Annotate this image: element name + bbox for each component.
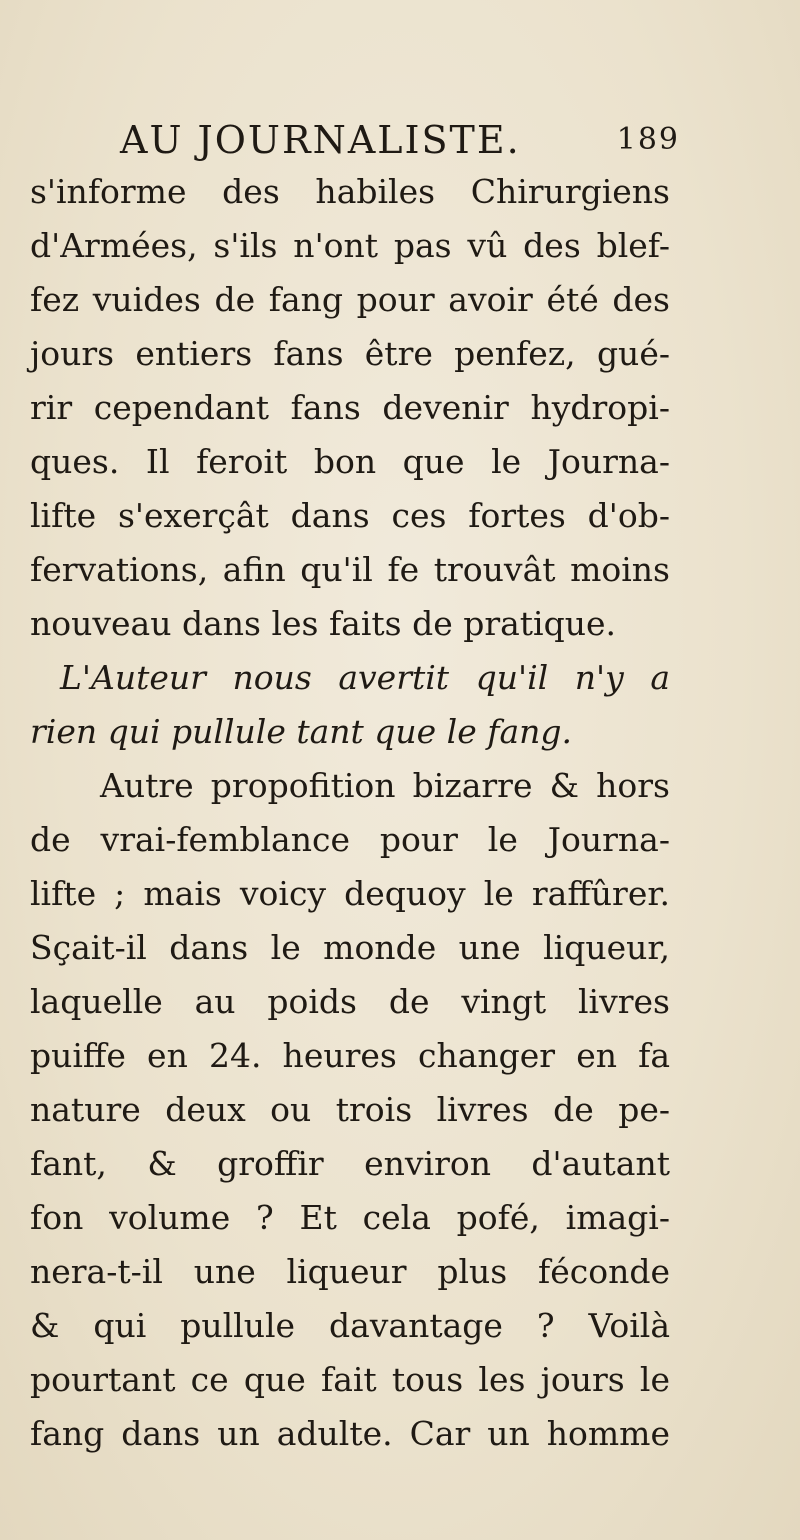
text-line: rir cependant fans devenir hydropi- [30,388,670,427]
text-line: de vrai-femblance pour le Journa- [30,820,670,859]
italic-summary-line: rien qui pullule tant que le fang. [30,712,573,751]
text-line: lifte s'exerçât dans ces fortes d'ob- [30,496,670,535]
text-line: jours entiers fans être penfez, gué- [30,334,670,373]
text-line: d'Armées, s'ils n'ont pas vû des blef- [30,226,670,265]
text-line: s'informe des habiles Chirurgiens [30,172,670,211]
text-line: fon volume ? Et cela pofé, imagi- [30,1198,670,1237]
text-line: ques. Il feroit bon que le Journa- [30,442,670,481]
text-line: fant, & groffir environ d'autant [30,1144,670,1183]
italic-summary-line: L'Auteur nous avertit qu'il n'y a [60,658,670,697]
text-line: fang dans un adulte. Car un homme [30,1414,670,1453]
text-line: nera-t-il une liqueur plus féconde [30,1252,670,1291]
body-text [30,165,670,1461]
text-line: laquelle au poids de vingt livres [30,982,670,1021]
text-line: & qui pullule davantage ? Voilà [30,1306,670,1345]
text-line: lifte ; mais voicy dequoy le raffûrer. [30,874,670,913]
text-line: nouveau dans les faits de pratique. [30,604,617,643]
text-line: pourtant ce que fait tous les jours le [30,1360,670,1399]
text-line: Sçait-il dans le monde une liqueur, [30,928,670,967]
running-title: AU JOURNALISTE. [120,118,521,162]
text-line: nature deux ou trois livres de pe- [30,1090,670,1129]
text-line: Autre propofition bizarre & hors [100,766,670,805]
text-line: fez vuides de fang pour avoir été des [30,280,670,319]
page-header [120,115,680,165]
text-line: fervations, afin qu'il fe trouvât moins [30,550,670,589]
page-number: 189 [616,122,680,157]
text-line: puiffe en 24. heures changer en fa [30,1036,670,1075]
